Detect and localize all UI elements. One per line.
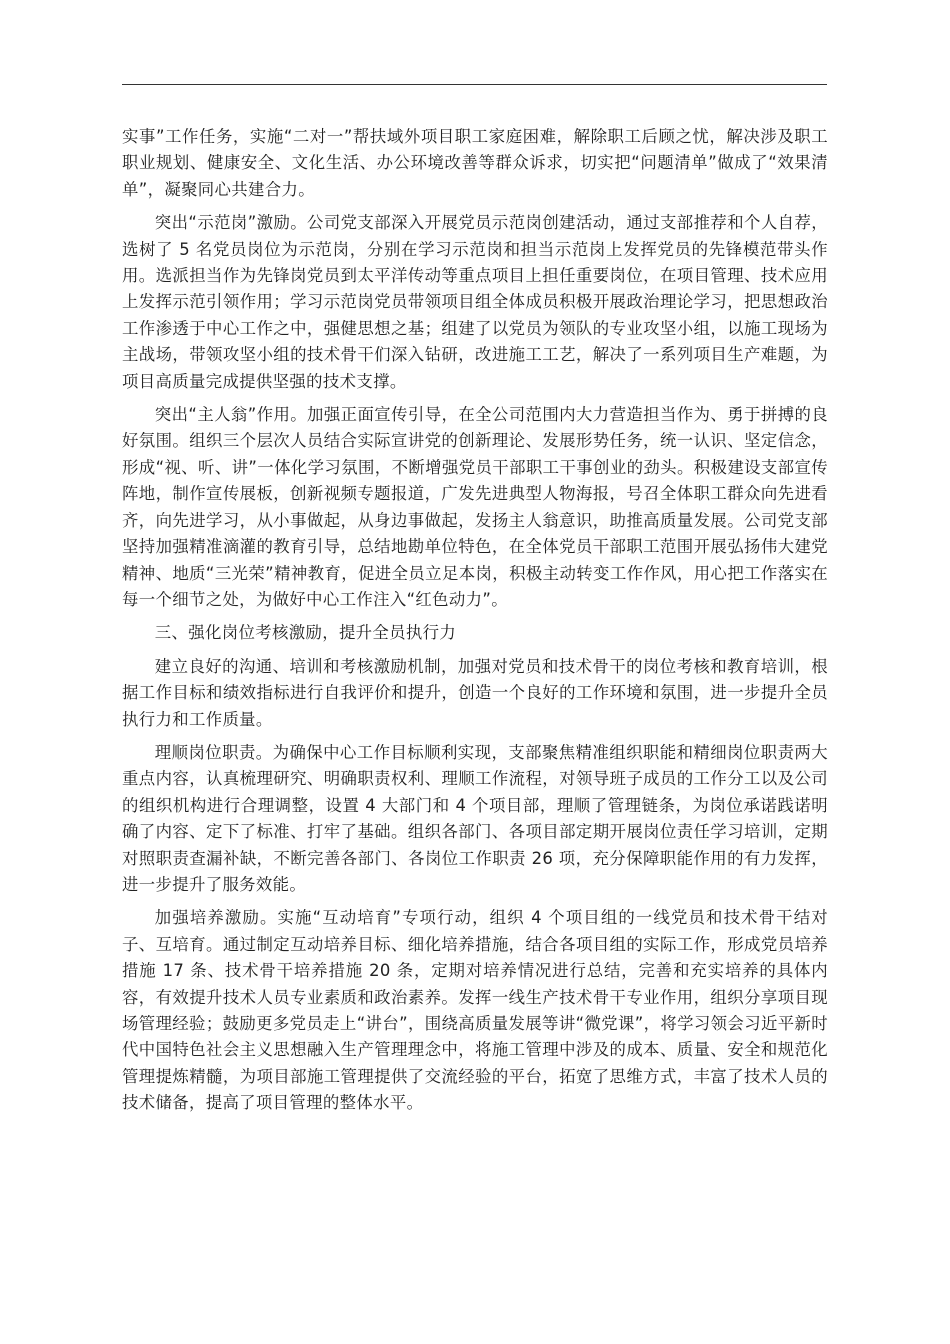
paragraph-ownership-role: 突出“主人翁”作用。加强正面宣传引导，在全公司范围内大力营造担当作为、勇于拼搏的良好氛围。组织三个层次人员结合实际宣讲党的创新理论、发展形势任务，统一认识、坚定信念，形成“视、听、讲”一体化学习氛围，不断增强党员干部职工干事创业的劲头。积极建设支部宣传阵地，制作宣传展板，创新视频专题报道，广发先进典型人物海报，号召全体职工群众向先进看齐，向先进学习，从小事做起，从身边事做起，发扬主人翁意识，助推高质量发展。公司党支部坚持加强精准滴灌的教育引导，总结地勘单位特色，在全体党员干部职工范围开展弘扬伟大建党精神、地质“三光荣”精神教育，促进全员立足本岗，积极主动转变工作作风，用心把工作落实在每一个细节之处，为做好中心工作注入“红色动力”。 (122, 405, 828, 609)
paragraph-post-duties: 理顺岗位职责。为确保中心工作目标顺利实现，支部聚焦精准组织职能和精细岗位职责两大重点内容，认真梳理研究、明确职责权利、理顺工作流程，对领导班子成员的工作分工以及公司的组织机构进行合理调整，设置 4 大部门和 4 个项目部，理顺了管理链条，为岗位承诺践诺明确了内容、定下了标准、打牢了基础。组织各部门、各项目部定期开展岗位责任学习培训，定期对照职责查漏补缺，不断完善各部门、各岗位工作职责 26 项，充分保障职能作用的有力发挥，进一步提升了服务效能。 (122, 742, 828, 894)
header-rule (122, 84, 827, 85)
section-heading-three: 三、强化岗位考核激励，提升全员执行力 (154, 623, 457, 643)
document-body (122, 124, 828, 1124)
paragraph-training-incentive: 加强培养激励。实施“互动培育”专项行动，组织 4 个项目组的一线党员和技术骨干结对子、互培育。通过制定互动培养目标、细化培养措施，结合各项目组的实际工作，形成党员培养措施 17 条、技术骨干培养措施 20 条，定期对培养情况进行总结，完善和充实培养的具体内容，有效提升技术人员专业素质和政治素养。发挥一线生产技术骨干专业作用，组织分享项目现场管理经验；鼓励更多党员走上“讲台”，围绕高质量发展等讲“微党课”，将学习领会习近平新时代中国特色社会主义思想融入生产管理理念中，将施工管理中涉及的成本、质量、安全和规范化管理提炼精髓，为项目部施工管理提供了交流经验的平台，拓宽了思维方式，丰富了技术人员的技术储备，提高了项目管理的整体水平。 (122, 908, 828, 1113)
paragraph-demonstration-post: 突出“示范岗”激励。公司党支部深入开展党员示范岗创建活动，通过支部推荐和个人自荐，选树了 5 名党员岗位为示范岗，分别在学习示范岗和担当示范岗上发挥党员的先锋模范带头作用。选派担当作为先锋岗党员到太平洋传动等重点项目上担任重要岗位，在项目管理、技术应用上发挥示范引领作用；学习示范岗党员带领项目组全体成员积极开展政治理论学习，把思想政治工作渗透于中心工作之中，强健思想之基；组建了以党员为领队的专业攻坚小组，以施工现场为主战场，带领攻坚小组的技术骨干们深入钻研，改进施工工艺，解决了一系列项目生产难题，为项目高质量完成提供坚强的技术支撑。 (122, 213, 828, 391)
paragraph-section-intro: 建立良好的沟通、培训和考核激励机制，加强对党员和技术骨干的岗位考核和教育培训，根据工作目标和绩效指标进行自我评价和提升，创造一个良好的工作环境和氛围，进一步提升全员执行力和工作质量。 (122, 656, 828, 729)
paragraph-continued: 实事”工作任务，实施“二对一”帮扶域外项目职工家庭困难，解除职工后顾之忧，解决涉及职工职业规划、健康安全、文化生活、办公环境改善等群众诉求，切实把“问题清单”做成了“效果清单”，凝聚同心共建合力。 (122, 127, 828, 199)
